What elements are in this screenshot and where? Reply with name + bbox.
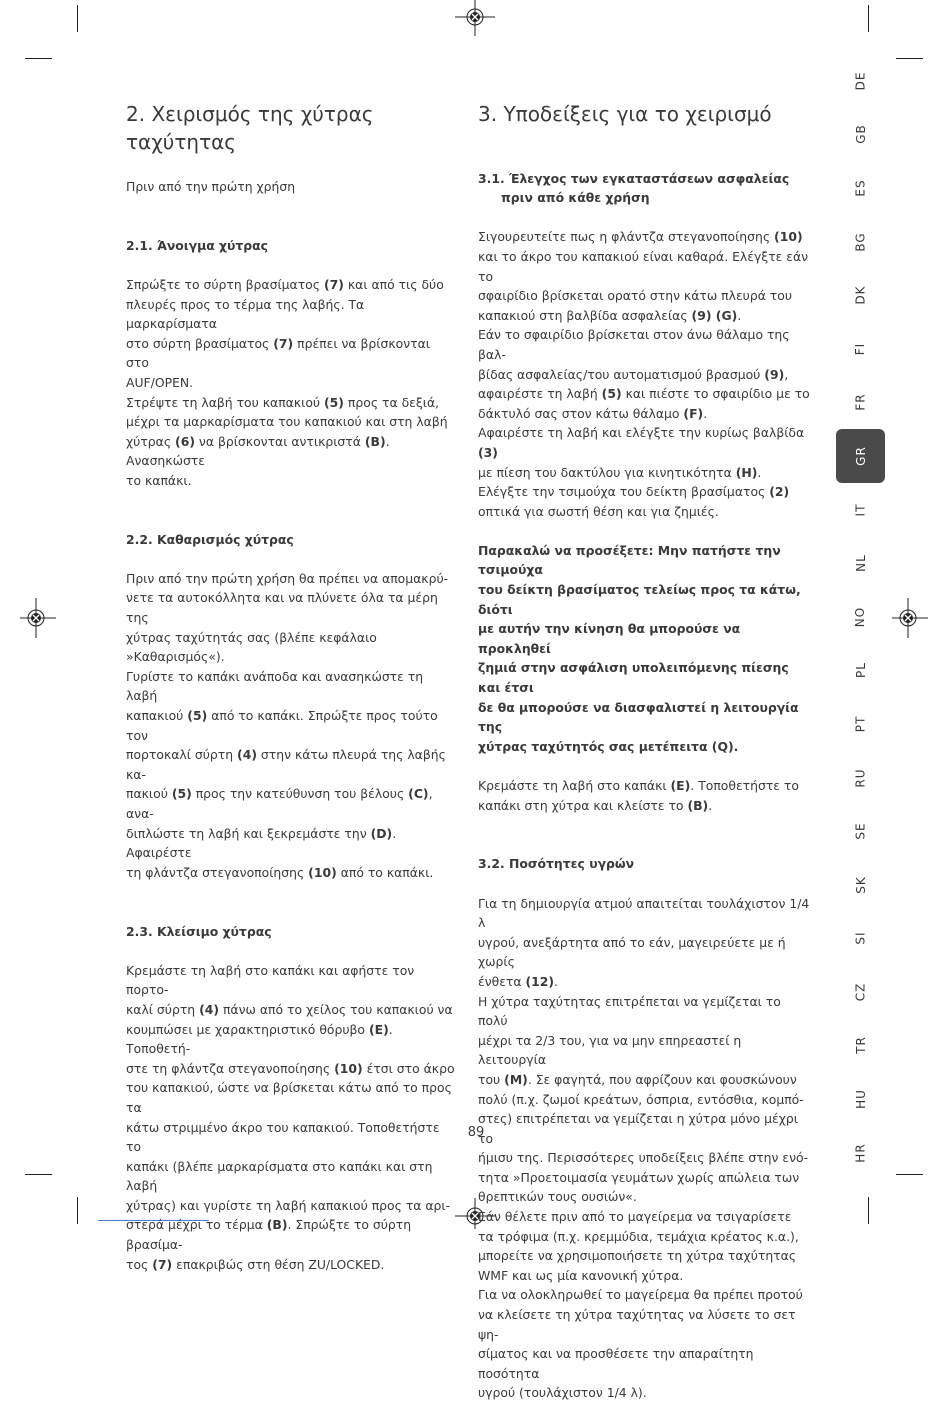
section-title: 2. Χειρισμός της χύτρας ταχύτητας [126,102,374,154]
language-tab-tr[interactable] [836,1019,885,1073]
language-tab-label: HR [853,1142,868,1163]
paragraph-safety-check: Σιγουρευτείτε πως η φλάντζα στεγανοποίησης (10) και το άκρο του καπακιού είναι καθαρά. Ελέγξτε εάν το σφαιρίδιο βρίσκεται ορατό στην κάτω πλευρά του καπακιού στη βαλβίδα ασφαλείας (9) (G). Εάν το σφαιρίδιο βρίσκεται στον άνω θάλαμο της βαλ- βίδας ασφαλείας/του αυτοματισμού βρασμού (9), αφαιρέστε τη λαβή (5) και πιέστε το σφαιρίδιο με το δάκτυλό σας στον κάτω θάλαμο (F). Αφαιρέστε τη λαβή και ελέγξτε την κυρίως βαλβίδα (3) με πίεση του δακτύλου για κινητικότητα (H). Ελέγξτε την τσιμούχα του δείκτη βρασίματος (2) οπτικά για σωστή θέση και για ζημιές. [478,229,810,519]
language-tab-pt[interactable] [836,697,885,751]
language-tab-label: GR [853,446,868,466]
language-tab-pl[interactable] [836,644,885,698]
language-tab-label: RU [853,767,868,788]
language-tab-label: PT [853,715,868,733]
language-tab-se[interactable] [836,804,885,858]
subsection-heading: 2.1. Άνοιγμα χύτρας [126,237,269,253]
subsection-heading: 2.3. Κλείσιμο χύτρας [126,923,272,939]
language-tab-label: HU [853,1089,868,1109]
intro-text: Πριν από την πρώτη χρήση [126,179,296,194]
language-tab-ru[interactable] [836,751,885,805]
language-tab-label: SI [853,931,868,945]
subsection-heading: 3.1. Έλεγχος των εγκαταστάσεων ασφαλείας [478,170,790,186]
crop-mark [25,1174,52,1175]
language-tab-hr[interactable] [836,1126,885,1180]
paragraph-cleaning: Πριν από την πρώτη χρήση θα πρέπει να απομακρύ- νετε τα αυτοκόλλητα και να πλύνετε όλα τα μέρη της χύτρας ταχύτητάς σας (βλέπε κεφάλαιο »Καθαρισμός«). Γυρίστε το καπάκι ανάποδα και ανασηκώστε τη λαβή καπακιού (5) από το καπάκι. Σπρώξτε προς τούτο τον πορτοκαλί σύρτη (4) στην κάτω πλευρά της λαβής κα- πακιού (5) προς την κατεύθυνση του βέλους (C), ανα- διπλώστε τη λαβή και ξεκρεμάστε την (D). Αφαιρέστε τη φλάντζα στεγανοποίησης (10) από το καπάκι. [126,570,449,880]
language-tab-label: BG [853,231,868,252]
subsection-heading: 3.2. Ποσότητες υγρών [478,856,635,872]
language-tab-label: DE [853,71,868,91]
crop-mark [77,5,78,32]
warning-note: Παρακαλώ να προσέξετε: Μην πατήστε την τσιμούχα του δείκτη βρασίματος τελείως προς τα κάτω, διότι με αυτήν την κίνηση θα μπορούσε να προκληθεί ζημιά στην ασφάλιση υπολειπόμενης πίεσης και έτσι δε θα μπορούσε να διασφαλιστεί η λειτουργία της χύτρας ταχύτητός σας μετέπειτα (Q). [478,542,801,754]
language-tabs [836,54,885,1179]
language-tab-de[interactable] [836,54,885,108]
language-tab-label: PL [853,662,868,679]
language-tab-label: GB [853,124,868,145]
crop-mark [25,58,52,59]
registration-mark-icon [892,598,928,638]
subsection-heading: 2.2. Καθαρισμός χύτρας [126,531,294,547]
paragraph-closing: Κρεμάστε τη λαβή στο καπάκι και αφήστε τον πορτο- καλί σύρτη (4) πάνω από το χείλος του καπακιού να κουμπώσει με χαρακτηριστικό θόρυβο (E). Τοποθετή- στε τη φλάντζα στεγανοποίησης (10) έτσι στο άκρο του καπακιού, ώστε να βρίσκεται κάτω από το προς τα κάτω στριμμένο άκρο του καπακιού. Τοποθετήστε το καπάκι (βλέπε μαρκαρίσματα στο καπάκι και στη λαβή χύτρας) και γυρίστε τη λαβή καπακιού προς τα αρι- στερά μέχρι το τέρμα (B). Σπρώξτε το σύρτη βρασίμα- τος (7) επακριβώς στη θέση ZU/LOCKED. [126,962,455,1272]
language-tab-nl[interactable] [836,536,885,590]
page-number: 89 [467,1125,485,1140]
language-tab-gb[interactable] [836,108,885,162]
language-tab-dk[interactable] [836,268,885,322]
paragraph-hang-handle: Κρεμάστε τη λαβή στο καπάκι (E). Τοποθετήστε το καπάκι στη χύτρα και κλείστε το (B). [478,778,799,813]
right-column [478,100,810,1403]
language-tab-label: SE [853,822,868,840]
language-tab-es[interactable] [836,161,885,215]
crop-mark [868,5,869,32]
language-tab-label: FI [853,342,868,355]
language-tab-gr[interactable] [836,429,885,483]
language-tab-bg[interactable] [836,215,885,269]
language-tab-it[interactable] [836,483,885,537]
language-tab-label: SK [853,875,868,894]
language-tab-sk[interactable] [836,858,885,912]
language-tab-label: CZ [853,982,868,1002]
language-tab-si[interactable] [836,912,885,966]
section-title: 3. Υποδείξεις για το χειρισμό [478,102,772,126]
language-tab-no[interactable] [836,590,885,644]
registration-mark-icon [20,598,56,638]
left-column [126,100,456,1274]
language-tab-label: NO [853,606,868,627]
crop-mark [77,1197,78,1224]
language-tab-hu[interactable] [836,1072,885,1126]
crop-mark [896,58,923,59]
language-tab-fi[interactable] [836,322,885,376]
language-tab-label: DK [853,285,868,305]
subsection-heading-cont: πριν από κάθε χρήση [501,190,650,206]
paragraph-opening: Σπρώξτε το σύρτη βρασίματος (7) και από τις δύο πλευρές προς το τέρμα της λαβής. Τα μαρκαρίσματα στο σύρτη βρασίματος (7) πρέπει να βρίσκονται στο AUF/OPEN. Στρέψτε τη λαβή του καπακιού (5) προς τα δεξιά, μέχρι τα μαρκαρίσματα του καπακιού και στη λαβή χύτρας (6) να βρίσκονται αντικριστά (B). Ανασηκώστε το καπάκι. [126,276,448,488]
language-tab-cz[interactable] [836,965,885,1019]
language-tab-fr[interactable] [836,376,885,430]
language-tab-label: ES [853,179,868,197]
crop-mark [896,1174,923,1175]
paragraph-liquid-quantities: Για τη δημιουργία ατμού απαιτείται τουλάχιστον 1/4 λ υγρού, ανεξάρτητα από το εάν, μαγειρεύετε με ή χωρίς ένθετα (12). Η χύτρα ταχύτητας επιτρέπεται να γεμίζεται το πολύ μέχρι τα 2/3 του, για να μην επηρεαστεί η λειτουργία του (M). Σε φαγητά, που αφρίζουν και φουσκώνουν πολύ (π.χ. ζωμοί κρεάτων, όσπρια, εντόσθια, κομπό- στες) επιτρέπεται να γεμίζεται η χύτρα μόνο μέχρι το ήμισυ της. Περισσότερες υποδείξεις βλέπε στην ενό- τητα »Προετοιμασία γευμάτων χωρίς απώλεια των θρεπτικών τους ουσιών«. Εάν θέλετε πριν από το μαγείρεμα να τσιγαρίσετε τα τρόφιμα (π.χ. κρεμμύδια, τεμάχια κρέατος κ.α.), μπορείτε να χρησιμοποιήσετε τη χύτρα ταχύτητας WMF και ως μία κανονική χύτρα. Για να ολοκληρωθεί το μαγείρεμα θα πρέπει προτού να κλείσετε τη χύτρα ταχύτητας να λύσετε το σετ ψη- σίματος και να προσθέσετε την απαραίτητη ποσότητα υγρού (τουλάχιστον 1/4 λ). [478,895,810,1401]
language-tab-label: FR [853,393,868,411]
language-tab-label: NL [853,554,868,572]
language-tab-label: IT [853,503,868,516]
language-tab-label: TR [853,1036,868,1055]
crop-mark [868,1197,869,1224]
registration-mark-icon [455,0,495,36]
